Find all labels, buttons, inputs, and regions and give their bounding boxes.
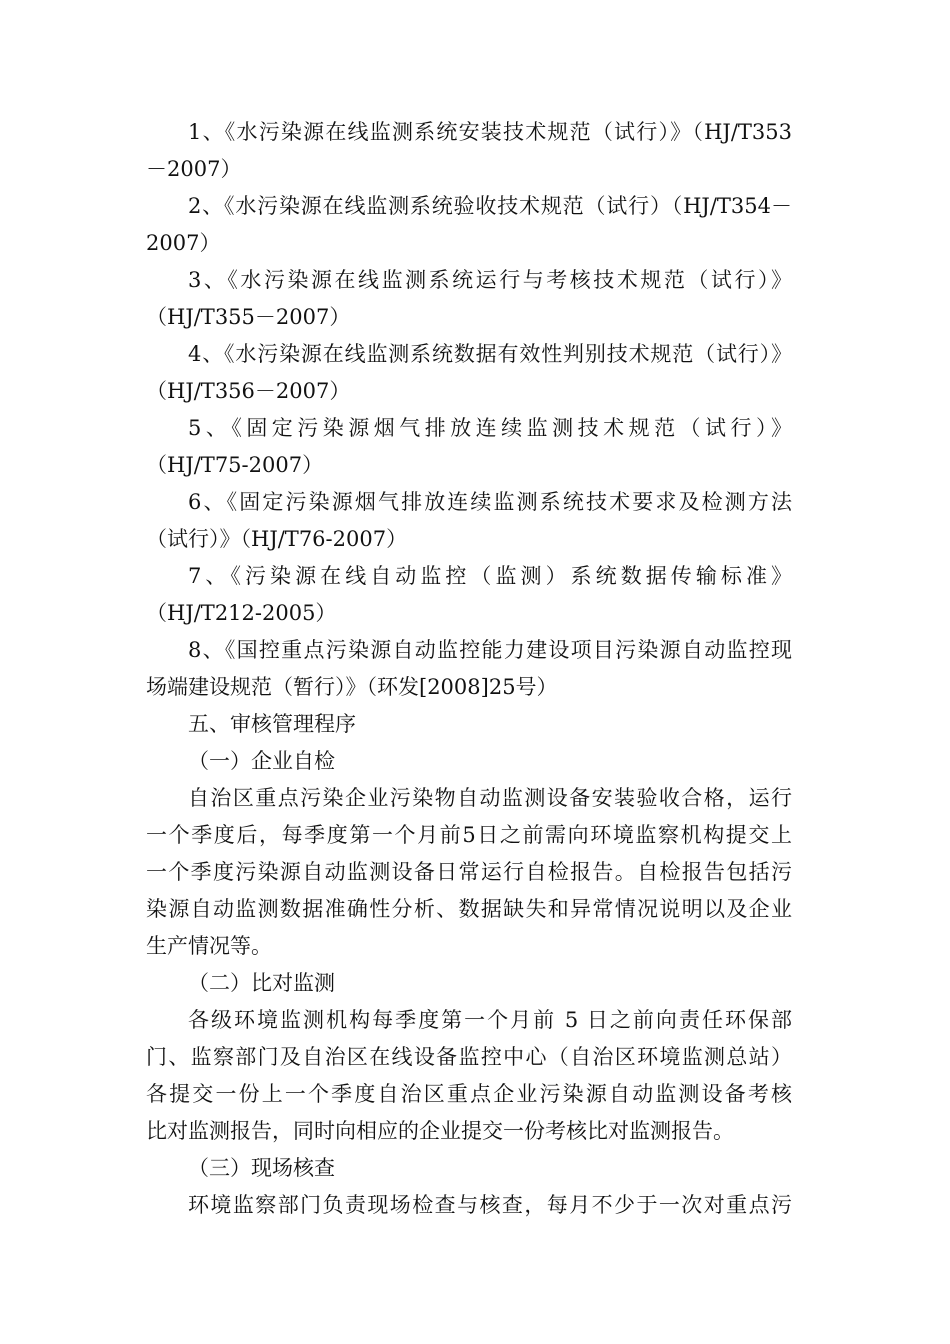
subheading-3: （三）现场核查 (188, 1156, 335, 1180)
ref-item-7: 7、《污染源在线自动监控（监测）系统数据传输标准》 (188, 564, 792, 588)
subheading-2: （二）比对监测 (188, 971, 335, 995)
paragraph-2-line-3: 各提交一份上一个季度自治区重点企业污染源自动监测设备考核 (146, 1082, 792, 1106)
paragraph-3-line-1: 环境监察部门负责现场检查与核查，每月不少于一次对重点污 (188, 1193, 792, 1217)
document-body (146, 114, 792, 1224)
ref-item-3: 3、《水污染源在线监测系统运行与考核技术规范（试行）》 (188, 268, 792, 292)
paragraph-1-line-2: 一个季度后，每季度第一个月前5日之前需向环境监察机构提交上 (146, 823, 792, 847)
paragraph-2-line-1: 各级环境监测机构每季度第一个月前 5 日之前向责任环保部 (188, 1008, 792, 1032)
ref-item-6: 6、《固定污染源烟气排放连续监测系统技术要求及检测方法 (188, 490, 792, 514)
ref-item-5-cont: （HJ/T75-2007） (146, 453, 324, 477)
paragraph-1-line-1: 自治区重点污染企业污染物自动监测设备安装验收合格，运行 (188, 786, 792, 810)
paragraph-1-line-3: 一个季度污染源自动监测设备日常运行自检报告。自检报告包括污 (146, 860, 792, 884)
ref-item-8-cont: 场端建设规范（暂行）》（环发[2008]25号） (146, 675, 558, 699)
ref-item-2-cont: 2007） (146, 231, 221, 255)
ref-item-6-cont: （试行）》（HJ/T76-2007） (146, 527, 408, 551)
ref-item-4: 4、《水污染源在线监测系统数据有效性判别技术规范（试行）》 (188, 342, 792, 366)
ref-item-1-cont: －2007） (146, 157, 242, 181)
ref-item-1: 1、《水污染源在线监测系统安装技术规范（试行）》（HJ/T353 (188, 120, 792, 144)
ref-item-7-cont: （HJ/T212-2005） (146, 601, 337, 625)
paragraph-2-line-2: 门、监察部门及自治区在线设备监控中心（自治区环境监测总站） (146, 1045, 792, 1069)
ref-item-8: 8、《国控重点污染源自动监控能力建设项目污染源自动监控现 (188, 638, 792, 662)
ref-item-4-cont: （HJ/T356－2007） (146, 379, 351, 403)
paragraph-2-line-4: 比对监测报告，同时向相应的企业提交一份考核比对监测报告。 (146, 1119, 734, 1143)
ref-item-3-cont: （HJ/T355－2007） (146, 305, 351, 329)
paragraph-1-line-5: 生产情况等。 (146, 934, 272, 958)
paragraph-1-line-4: 染源自动监测数据准确性分析、数据缺失和异常情况说明以及企业 (146, 897, 792, 921)
ref-item-5: 5、《固定污染源烟气排放连续监测技术规范（试行）》 (188, 416, 792, 440)
subheading-1: （一）企业自检 (188, 749, 335, 773)
ref-item-2: 2、《水污染源在线监测系统验收技术规范（试行）（HJ/T354－ (188, 194, 792, 218)
section-heading: 五、审核管理程序 (188, 712, 356, 736)
